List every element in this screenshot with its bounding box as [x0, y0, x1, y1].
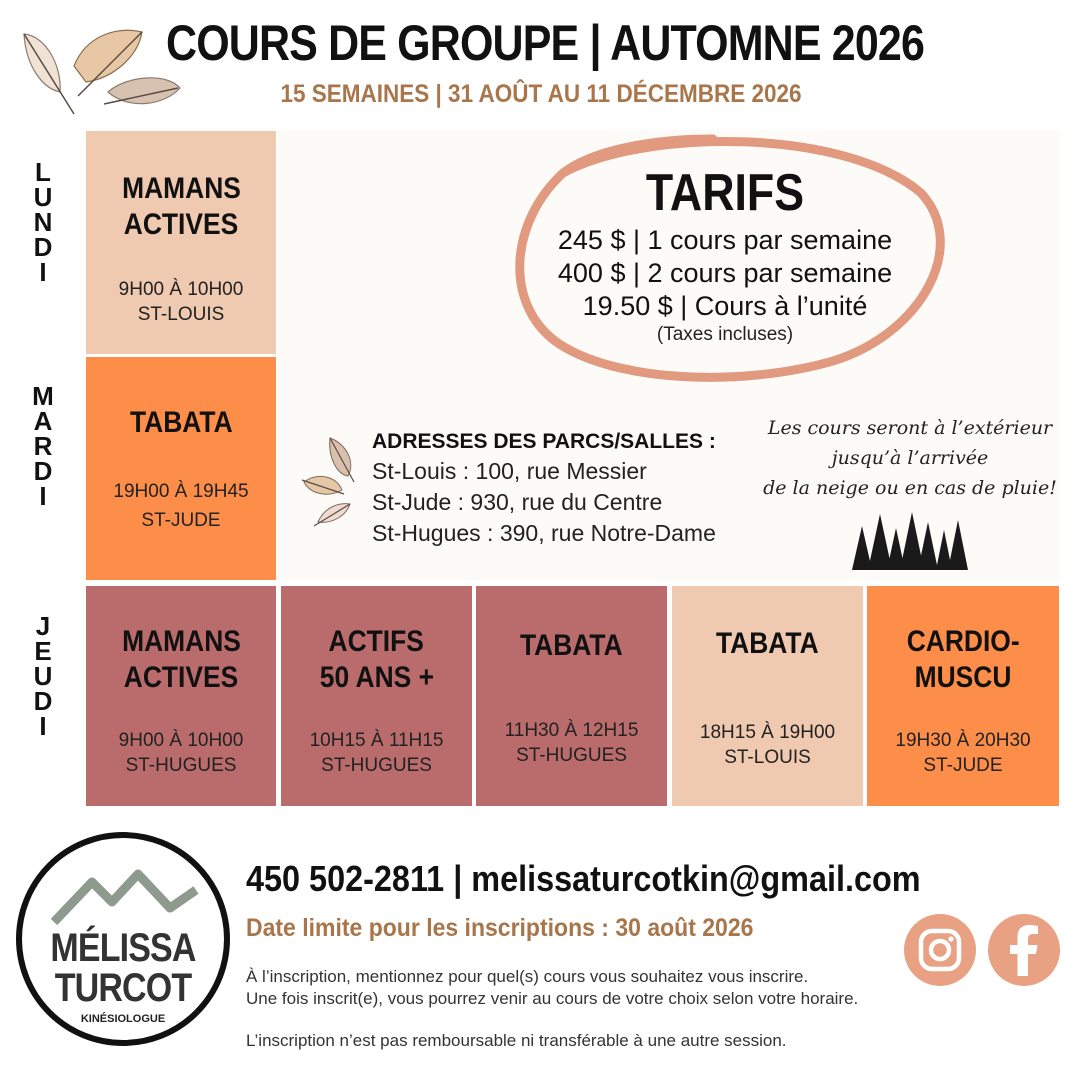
logo-line-2: TURCOT [54, 966, 192, 1010]
tarif-line: 245 $ | 1 cours par semaine [557, 225, 893, 255]
class-name: ACTIVES [123, 208, 239, 241]
logo-line-3: KINÉSIOLOGUE [80, 1013, 166, 1025]
class-place: ST-HUGUES [125, 755, 237, 776]
class-place: ST-JUDE [923, 755, 1003, 776]
tarif-line: 400 $ | 2 cours par semaine [557, 258, 893, 288]
class-time: 9H00 À 10H00 [118, 279, 244, 300]
class-card-jeudi-cardio-muscu [867, 586, 1059, 806]
mountain-logo-icon [50, 868, 200, 926]
contact-info: 450 502-2811 | melissaturcotkin@gmail.com [246, 858, 921, 899]
leaf-icon [300, 434, 362, 530]
class-name: ACTIVES [123, 661, 239, 694]
class-name: ACTIFS [328, 625, 425, 658]
class-card-lundi-mamans-actives [86, 131, 276, 354]
class-time: 19H00 À 19H45 [113, 481, 249, 502]
class-place: ST-HUGUES [321, 755, 432, 776]
class-time: 9H00 À 10H00 [118, 730, 244, 751]
outdoor-note [760, 413, 1060, 503]
outdoor-note-line: Les cours seront à l’extérieur [767, 417, 1053, 439]
class-time: 19H30 À 20H30 [895, 730, 1031, 751]
class-time: 10H15 À 11H15 [309, 730, 444, 751]
tarif-line: 19.50 $ | Cours à l’unité [582, 291, 868, 321]
class-name: MUSCU [914, 661, 1012, 694]
logo-line-1: MÉLISSA [50, 926, 196, 970]
page-title: COURS DE GROUPE | AUTOMNE 2026 [165, 15, 925, 71]
pine-trees-icon [850, 508, 970, 574]
class-card-jeudi-mamans-actives [86, 586, 276, 806]
page-subtitle: 15 SEMAINES | 31 AOÛT AU 11 DÉCEMBRE 2026 [280, 80, 802, 108]
registration-deadline: Date limite pour les inscriptions : 30 août 2026 [246, 914, 754, 942]
addresses-title: ADRESSES DES PARCS/SALLES : [372, 430, 716, 453]
footer-note: À l’inscription, mentionnez pour quel(s) cours vous souhaitez vous inscrire. [246, 967, 809, 986]
class-name: MAMANS [121, 625, 241, 658]
footer-note: Une fois inscrit(e), vous pourrez venir au cours de votre choix selon votre horaire. [246, 989, 859, 1008]
class-place: ST-LOUIS [724, 747, 811, 768]
address-line: St-Louis : 100, rue Messier [372, 458, 647, 484]
tarifs-title: TARIFS [645, 164, 805, 222]
class-name: CARDIO- [906, 625, 1020, 658]
day-label-jeudi: J E U D I [33, 611, 53, 741]
address-line: St-Jude : 930, rue du Centre [372, 489, 663, 515]
class-name: TABATA [716, 627, 819, 660]
class-card-jeudi-tabata-2 [672, 586, 863, 806]
class-time: 18H15 À 19H00 [699, 722, 836, 743]
class-place: ST-LOUIS [137, 304, 225, 325]
class-place: ST-HUGUES [516, 745, 627, 766]
outdoor-note-line: de la neige ou en cas de pluie! [763, 477, 1057, 499]
day-label-lundi: L U N D I [33, 157, 53, 287]
class-name: TABATA [129, 406, 233, 439]
day-label-mardi: M A R D I [32, 381, 54, 511]
logo [16, 832, 230, 1046]
class-name: 50 ANS + [319, 661, 434, 694]
instagram-icon[interactable] [904, 914, 976, 986]
tarifs-box [510, 162, 940, 347]
class-card-mardi-tabata [86, 357, 276, 580]
facebook-icon[interactable] [988, 914, 1060, 986]
class-card-jeudi-actifs-50 [281, 586, 472, 806]
class-name: MAMANS [121, 172, 241, 205]
address-line: St-Hugues : 390, rue Notre-Dame [372, 520, 716, 546]
footer-note: L’inscription n’est pas remboursable ni transférable à une autre session. [246, 1031, 787, 1050]
class-card-jeudi-tabata-1 [476, 586, 667, 806]
tarifs-note: (Taxes incluses) [656, 324, 794, 345]
class-time: 11H30 À 12H15 [504, 720, 639, 741]
outdoor-note-line: jusqu’à l’arrivée [831, 447, 989, 469]
class-place: ST-JUDE [141, 510, 221, 531]
class-name: TABATA [520, 629, 623, 662]
addresses-block [372, 427, 772, 549]
